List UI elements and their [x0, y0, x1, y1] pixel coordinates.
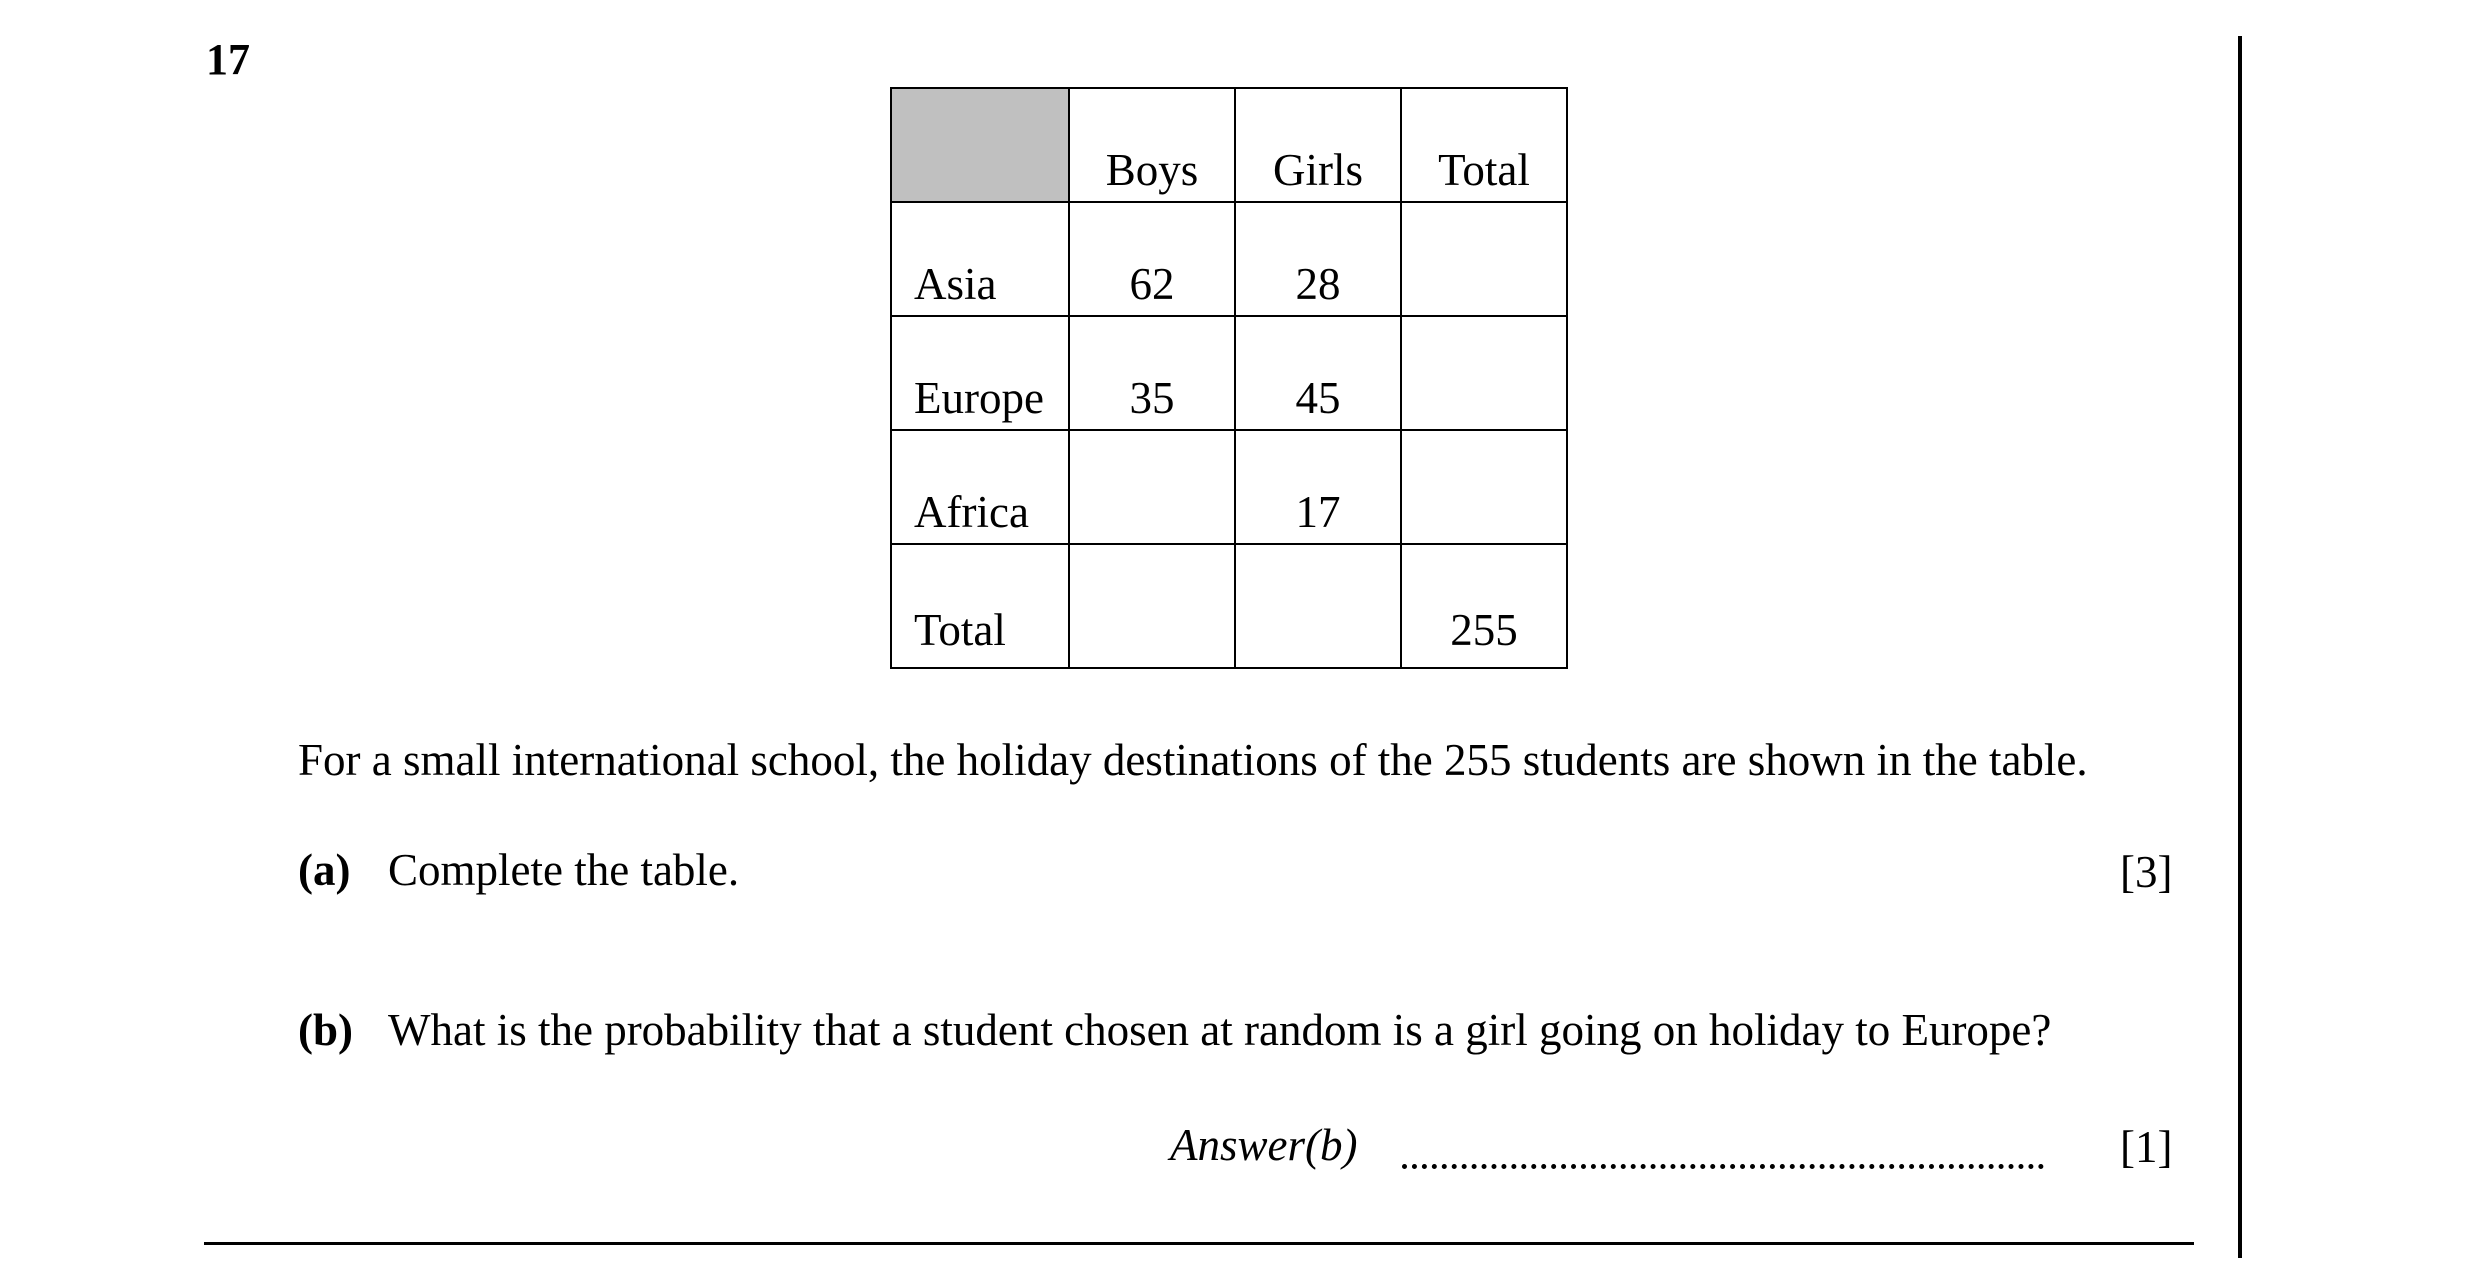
- question-number: 17: [206, 35, 250, 84]
- cell-total: [1401, 316, 1567, 430]
- cell-boys: [1069, 544, 1235, 668]
- cell-total: 255: [1401, 544, 1567, 668]
- table-row: [891, 202, 1567, 316]
- cell-girls: 17: [1235, 430, 1401, 544]
- part-a: [298, 845, 740, 895]
- table-row: [891, 316, 1567, 430]
- part-b: [298, 1005, 2052, 1055]
- part-b-label: (b): [298, 1005, 353, 1055]
- part-a-text: Complete the table.: [388, 845, 740, 895]
- cell-girls: 28: [1235, 202, 1401, 316]
- answer-b-label: Answer(b): [1170, 1120, 1358, 1170]
- row-label: Europe: [891, 316, 1069, 430]
- part-a-label: (a): [298, 845, 351, 895]
- table-row: [891, 430, 1567, 544]
- cell-total: [1401, 202, 1567, 316]
- header-total: Total: [1401, 88, 1567, 202]
- row-label: Asia: [891, 202, 1069, 316]
- row-label: Total: [891, 544, 1069, 668]
- part-b-marks: [1]: [2120, 1122, 2173, 1172]
- margin-rule: [2238, 36, 2242, 1258]
- table-corner-cell: [891, 88, 1069, 202]
- part-b-text: What is the probability that a student chosen at random is a girl going on holiday to Europe?: [388, 1005, 2052, 1055]
- table-row: [891, 544, 1567, 668]
- question-intro: For a small international school, the holiday destinations of the 255 students are shown in the table.: [298, 735, 2088, 785]
- table-header-row: [891, 88, 1567, 202]
- cell-girls: [1235, 544, 1401, 668]
- cell-total: [1401, 430, 1567, 544]
- cell-boys: 62: [1069, 202, 1235, 316]
- header-girls: Girls: [1235, 88, 1401, 202]
- cell-boys: 35: [1069, 316, 1235, 430]
- header-boys: Boys: [1069, 88, 1235, 202]
- row-label: Africa: [891, 430, 1069, 544]
- part-a-marks: [3]: [2120, 847, 2173, 897]
- destinations-table: [890, 87, 1568, 669]
- cell-girls: 45: [1235, 316, 1401, 430]
- answer-b-line[interactable]: [1402, 1164, 2044, 1169]
- cell-boys: [1069, 430, 1235, 544]
- question-separator: [204, 1242, 2194, 1245]
